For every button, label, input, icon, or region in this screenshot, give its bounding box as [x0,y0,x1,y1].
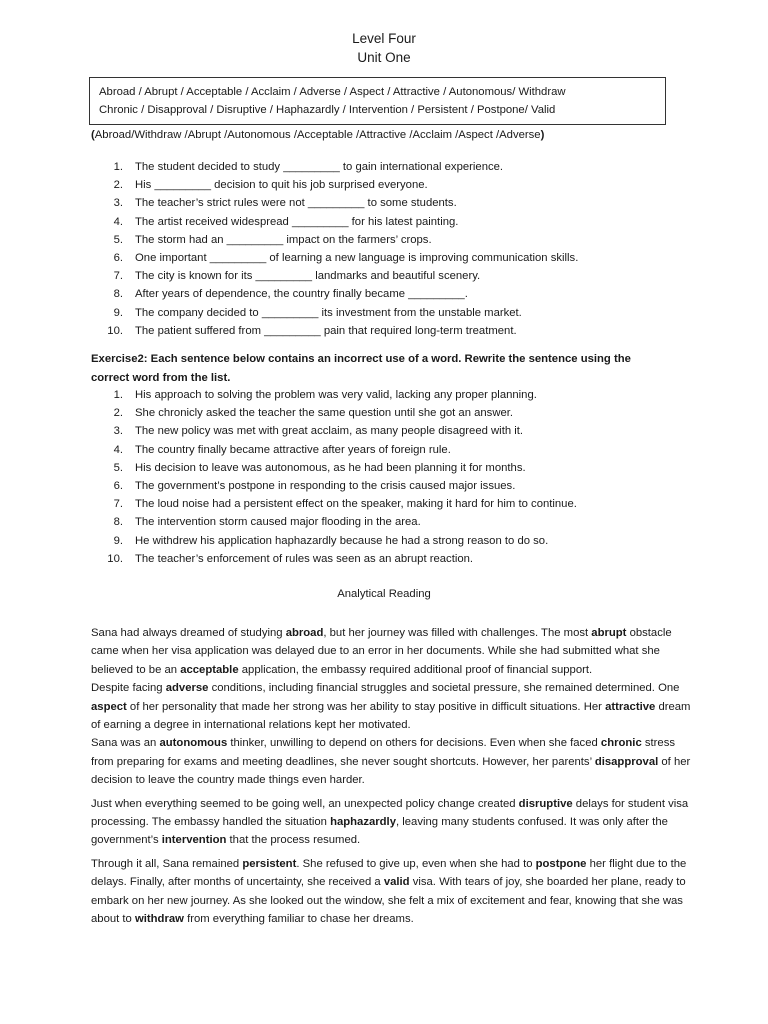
close-paren: ) [540,129,545,141]
item-number: 1. [113,389,123,401]
text-run: that the process resumed. [226,834,361,847]
reading-paragraph [91,795,691,850]
open-paren: ( [91,129,95,141]
item-text: The teacher’s strict rules were not _________ to some students. [135,197,457,210]
item-number: 6. [113,251,123,264]
exercise2-list [89,386,577,568]
item-number: 7. [113,498,123,511]
text-run: , leaving many students confused. It was only after the government’s [91,816,668,847]
item-text: His _________ decision to quit his job surprised everyone. [135,179,428,192]
text-run: of her decision to leave the country made things even harder. [91,755,691,787]
item-text: The student decided to study _________ to gain international experience. [135,161,504,173]
text-run: obstacle came when her visa application was delayed due to an error in her documents. While she had submitted what she believed to be an [91,627,672,676]
exercise2-item [89,532,577,550]
reading-paragraph [91,624,691,679]
exercise1-list [89,158,578,340]
item-number: 2. [113,179,123,192]
item-number: 5. [113,461,123,474]
exercise1-word-list-text: Abroad/Withdraw /Abrupt /Autonomous /Acceptable /Attractive /Acclaim /Aspect /Adverse [94,129,541,141]
exercise1-item [89,322,578,340]
exercise2-item [89,513,577,531]
vocab-word: abroad [285,627,324,639]
item-text: The artist received widespread _________ for his latest painting. [135,215,459,228]
exercise2-item [89,386,577,404]
item-text: After years of dependence, the country finally became _________. [135,288,468,301]
item-text: The storm had an _________ impact on the farmers’ crops. [135,233,432,246]
text-run: Through it all, Sana remained [91,857,243,870]
text-run: , but her journey was filled with challenges. The most [323,627,592,639]
vocab-word: abrupt [591,627,627,639]
item-text: The teacher’s enforcement of rules was seen as an abrupt reaction. [135,552,474,565]
exercise1-item [89,176,578,194]
text-run: her flight due to the delays. Finally, after months of uncertainty, she received a [91,857,687,889]
item-text: The patient suffered from _________ pain that required long-term treatment. [135,324,517,337]
vocab-word: acceptable [180,663,239,676]
text-run: dream of earning a degree in international relations kept her motivated. [91,700,691,732]
item-number: 5. [113,233,123,246]
vocab-word: persistent [242,857,297,870]
text-run: thinker, unwilling to depend on others for decisions. Even when she faced [227,737,601,750]
header [0,29,768,67]
item-number: 8. [113,516,123,529]
exercise1-item [89,304,578,322]
item-text: She chronicly asked the teacher the same question until she got an answer. [135,407,514,420]
exercise2-item [89,550,577,568]
text-run: Sana was an [91,737,160,750]
item-number: 1. [113,161,123,173]
vocab-word: valid [383,876,410,889]
exercise1-item [89,213,578,231]
item-text: The company decided to _________ its investment from the unstable market. [135,306,522,319]
item-text: He withdrew his application haphazardly because he had a strong reason to do so. [135,534,549,547]
vocab-word: haphazardly [330,816,396,829]
item-text: His approach to solving the problem was very valid, lacking any proper planning. [135,389,537,401]
item-number: 4. [113,443,123,456]
text-run: Despite facing [91,682,166,695]
exercise2-item [89,441,577,459]
vocab-word: withdraw [134,913,184,926]
text-run: application, the embassy required additional proof of financial support. [238,663,593,676]
level-title: Level Four [352,31,416,46]
exercise1-item [89,231,578,249]
exercise1-item [89,267,578,285]
exercise1-item [89,285,578,303]
text-run: stress from preparing for exams and meeting deadlines, she never sought shortcuts. However, her parents’ [91,737,676,768]
text-run: from everything familiar to chase her dreams. [183,913,414,926]
reading-paragraph [91,734,691,789]
exercise2-heading: Exercise2: Each sentence below contains an incorrect use of a word. Rewrite the sentence using the correct word from the list. [91,353,631,384]
item-text: One important _________ of learning a new language is improving communication skills. [135,251,579,264]
reading-paragraph [91,855,691,929]
exercise1-item [89,158,578,176]
item-number: 6. [113,479,123,492]
reading-title: Analytical Reading [337,588,431,600]
item-number: 4. [113,215,123,228]
exercise2-item [89,404,577,422]
item-number: 2. [113,407,123,420]
unit-title: Unit One [357,50,411,65]
item-text: The intervention storm caused major flooding in the area. [135,516,421,529]
text-run: of her personality that made her strong was her ability to stay positive in difficult situations. Her [126,700,606,713]
item-text: The government’s postpone in responding to the crisis caused major issues. [135,479,516,492]
vocab-word: disapproval [594,755,659,768]
item-number: 3. [113,197,123,210]
item-text: The country finally became attractive after years of foreign rule. [135,443,451,456]
exercise2-item [89,459,577,477]
word-bank-line-1: Abroad / Abrupt / Acceptable / Acclaim / Adverse / Aspect / Attractive / Autonomous/ Withdraw [99,86,566,98]
item-number: 10. [107,324,123,337]
item-text: His decision to leave was autonomous, as he had been planning it for months. [135,461,526,474]
reading-paragraph [91,679,691,734]
item-text: The new policy was met with great acclaim, as many people disagreed with it. [135,425,524,438]
word-bank-line-2: Chronic / Disapproval / Disruptive / Haphazardly / Intervention / Persistent / Postpone/ Valid [99,104,556,116]
exercise1-word-list [91,129,544,141]
word-bank-box [89,77,666,125]
exercise2-item [89,477,577,495]
exercise2-item [89,495,577,513]
text-run: Sana had always dreamed of studying [91,627,286,639]
vocab-word: autonomous [159,737,228,750]
exercise2-item [89,422,577,440]
exercise1-item [89,194,578,212]
reading-passage [91,624,691,929]
item-number: 3. [113,425,123,438]
item-number: 9. [113,534,123,547]
item-number: 8. [113,288,123,301]
text-run: delays for student visa processing. The embassy handled the situation [91,797,689,829]
vocab-word: adverse [165,682,209,695]
vocab-word: intervention [161,834,227,847]
vocab-word: attractive [605,700,656,713]
text-run: visa. With tears of joy, she boarded her plane, ready to embark on her new journey. As she looked out the window, she felt a mix of excitement and fear, knowing that she was about to [91,876,686,926]
vocab-word: disruptive [518,797,573,810]
item-number: 7. [113,270,123,283]
text-run: conditions, including financial struggles and societal pressure, she remained determined. One [208,682,680,695]
vocab-word: postpone [535,857,587,870]
exercise1-item [89,249,578,267]
vocab-word: chronic [600,737,642,750]
text-run: Just when everything seemed to be going well, an unexpected policy change created [91,797,519,810]
text-run: . She refused to give up, even when she had to [296,857,536,870]
item-text: The loud noise had a persistent effect on the speaker, making it hard for him to continue. [135,498,577,511]
item-text: The city is known for its _________ landmarks and beautiful scenery. [135,270,481,283]
vocab-word: aspect [91,700,127,713]
item-number: 9. [113,306,123,319]
item-number: 10. [107,552,123,565]
